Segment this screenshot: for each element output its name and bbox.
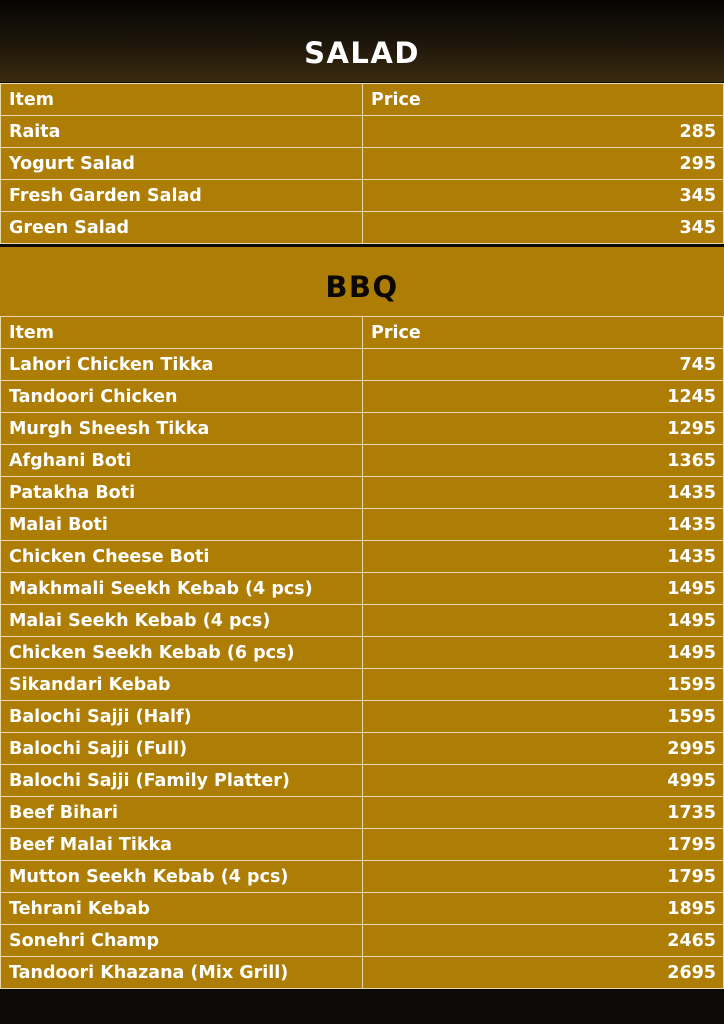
menu-item-price: 1795 <box>363 861 724 893</box>
menu-row <box>1 148 724 180</box>
menu-item-name: Sonehri Champ <box>1 925 363 957</box>
menu-item-name: Tandoori Khazana (Mix Grill) <box>1 957 363 989</box>
menu-row <box>1 765 724 797</box>
column-header-item: Item <box>1 317 363 349</box>
menu-row <box>1 925 724 957</box>
menu-row <box>1 541 724 573</box>
column-header-price: Price <box>363 317 724 349</box>
menu-row <box>1 957 724 989</box>
menu-row <box>1 861 724 893</box>
menu-item-name: Malai Seekh Kebab (4 pcs) <box>1 605 363 637</box>
menu-item-name: Tehrani Kebab <box>1 893 363 925</box>
bbq-table-body <box>1 317 724 989</box>
menu-item-price: 745 <box>363 349 724 381</box>
menu-item-name: Makhmali Seekh Kebab (4 pcs) <box>1 573 363 605</box>
menu-row <box>1 413 724 445</box>
menu-row <box>1 669 724 701</box>
menu-row <box>1 509 724 541</box>
menu-item-price: 1595 <box>363 669 724 701</box>
menu-row <box>1 381 724 413</box>
menu-item-name: Yogurt Salad <box>1 148 363 180</box>
menu-row <box>1 893 724 925</box>
menu-item-price: 2695 <box>363 957 724 989</box>
menu-item-name: Chicken Seekh Kebab (6 pcs) <box>1 637 363 669</box>
menu-item-price: 285 <box>363 116 724 148</box>
menu-row <box>1 180 724 212</box>
column-header-price: Price <box>363 84 724 116</box>
menu-row <box>1 829 724 861</box>
menu-row <box>1 573 724 605</box>
menu-row <box>1 637 724 669</box>
menu-item-price: 1895 <box>363 893 724 925</box>
column-header-item: Item <box>1 84 363 116</box>
menu-row <box>1 349 724 381</box>
table-header-row <box>1 317 724 349</box>
menu-item-price: 1435 <box>363 541 724 573</box>
menu-item-name: Beef Malai Tikka <box>1 829 363 861</box>
menu-item-name: Balochi Sajji (Family Platter) <box>1 765 363 797</box>
menu-item-price: 1435 <box>363 477 724 509</box>
menu-item-price: 345 <box>363 212 724 244</box>
menu-item-name: Tandoori Chicken <box>1 381 363 413</box>
menu-item-name: Murgh Sheesh Tikka <box>1 413 363 445</box>
menu-row <box>1 445 724 477</box>
menu-item-price: 2465 <box>363 925 724 957</box>
menu-item-name: Balochi Sajji (Full) <box>1 733 363 765</box>
menu-row <box>1 477 724 509</box>
menu-item-price: 2995 <box>363 733 724 765</box>
menu-item-price: 1735 <box>363 797 724 829</box>
menu-item-price: 345 <box>363 180 724 212</box>
menu-row <box>1 116 724 148</box>
menu-item-price: 295 <box>363 148 724 180</box>
menu-item-price: 1365 <box>363 445 724 477</box>
menu-item-name: Lahori Chicken Tikka <box>1 349 363 381</box>
menu-item-price: 1495 <box>363 573 724 605</box>
menu-item-name: Raita <box>1 116 363 148</box>
menu-item-name: Mutton Seekh Kebab (4 pcs) <box>1 861 363 893</box>
menu-item-price: 1795 <box>363 829 724 861</box>
menu-row <box>1 733 724 765</box>
menu-item-name: Fresh Garden Salad <box>1 180 363 212</box>
menu-item-price: 1295 <box>363 413 724 445</box>
menu-item-price: 1595 <box>363 701 724 733</box>
bottom-strip <box>0 1014 724 1024</box>
menu-row <box>1 701 724 733</box>
menu-item-price: 4995 <box>363 765 724 797</box>
menu-item-name: Afghani Boti <box>1 445 363 477</box>
table-header-row <box>1 84 724 116</box>
menu-row <box>1 212 724 244</box>
menu-item-name: Beef Bihari <box>1 797 363 829</box>
menu-item-name: Malai Boti <box>1 509 363 541</box>
menu-row <box>1 605 724 637</box>
salad-table-body <box>1 84 724 244</box>
bbq-table <box>0 316 724 989</box>
menu-item-name: Patakha Boti <box>1 477 363 509</box>
menu-item-price: 1435 <box>363 509 724 541</box>
menu-row <box>1 797 724 829</box>
menu-item-price: 1495 <box>363 637 724 669</box>
menu-item-price: 1495 <box>363 605 724 637</box>
salad-table <box>0 83 724 244</box>
menu-item-name: Chicken Cheese Boti <box>1 541 363 573</box>
section-title-salad: SALAD <box>304 36 420 70</box>
menu-item-name: Sikandari Kebab <box>1 669 363 701</box>
menu-item-price: 1245 <box>363 381 724 413</box>
menu-item-name: Balochi Sajji (Half) <box>1 701 363 733</box>
section-title-bbq: BBQ <box>325 270 399 304</box>
menu-item-name: Green Salad <box>1 212 363 244</box>
